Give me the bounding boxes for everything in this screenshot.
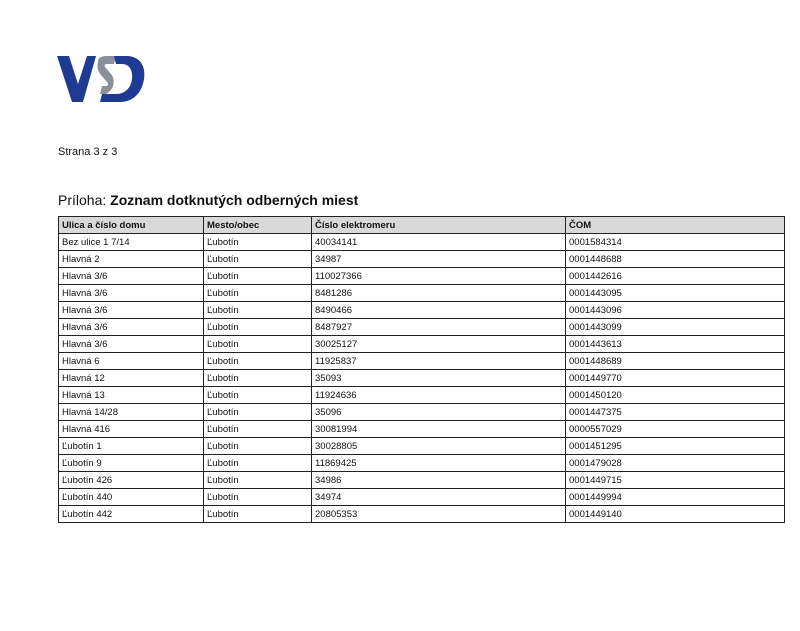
com-cell: 0001449140 <box>566 506 785 523</box>
street-cell: Hlavná 3/6 <box>59 302 204 319</box>
meter-number-cell: 30025127 <box>312 336 566 353</box>
vsd-logo <box>56 54 146 104</box>
title-prefix: Príloha: <box>58 192 111 208</box>
city-cell: Ľubotín <box>204 285 312 302</box>
city-cell: Ľubotín <box>204 438 312 455</box>
table-row <box>59 268 785 285</box>
com-cell: 0001442616 <box>566 268 785 285</box>
com-cell: 0001443095 <box>566 285 785 302</box>
com-cell: 0001443613 <box>566 336 785 353</box>
meter-number-cell: 8487927 <box>312 319 566 336</box>
meter-number-cell: 8481286 <box>312 285 566 302</box>
table-row <box>59 421 785 438</box>
com-cell: 0001448689 <box>566 353 785 370</box>
city-cell: Ľubotín <box>204 319 312 336</box>
com-cell: 0001443096 <box>566 302 785 319</box>
table-row <box>59 251 785 268</box>
city-cell: Ľubotín <box>204 234 312 251</box>
page-number: Strana 3 z 3 <box>58 146 118 158</box>
city-cell: Ľubotín <box>204 506 312 523</box>
table-header-row <box>59 217 785 234</box>
table-row <box>59 353 785 370</box>
table-row <box>59 438 785 455</box>
table-row <box>59 285 785 302</box>
city-cell: Ľubotín <box>204 336 312 353</box>
city-cell: Ľubotín <box>204 353 312 370</box>
column-header-meter-number: Číslo elektromeru <box>312 217 566 234</box>
street-cell: Hlavná 12 <box>59 370 204 387</box>
document-title <box>58 192 358 208</box>
table-row <box>59 370 785 387</box>
com-cell: 0001449770 <box>566 370 785 387</box>
meter-number-cell: 40034141 <box>312 234 566 251</box>
column-header-com: ČOM <box>566 217 785 234</box>
city-cell: Ľubotín <box>204 404 312 421</box>
meter-number-cell: 20805353 <box>312 506 566 523</box>
street-cell: Hlavná 2 <box>59 251 204 268</box>
table-row <box>59 472 785 489</box>
com-cell: 0001449994 <box>566 489 785 506</box>
com-cell: 0001584314 <box>566 234 785 251</box>
city-cell: Ľubotín <box>204 302 312 319</box>
meter-number-cell: 11924636 <box>312 387 566 404</box>
street-cell: Hlavná 3/6 <box>59 336 204 353</box>
street-cell: Hlavná 416 <box>59 421 204 438</box>
column-header-street: Ulica a číslo domu <box>59 217 204 234</box>
table-row <box>59 387 785 404</box>
meter-number-cell: 30028805 <box>312 438 566 455</box>
street-cell: Hlavná 3/6 <box>59 285 204 302</box>
table-row <box>59 506 785 523</box>
city-cell: Ľubotín <box>204 472 312 489</box>
street-cell: Hlavná 14/28 <box>59 404 204 421</box>
meter-number-cell: 11869425 <box>312 455 566 472</box>
com-cell: 0000557029 <box>566 421 785 438</box>
table-row <box>59 455 785 472</box>
street-cell: Hlavná 3/6 <box>59 268 204 285</box>
metering-points-table <box>58 216 785 523</box>
street-cell: Hlavná 3/6 <box>59 319 204 336</box>
meter-number-cell: 35093 <box>312 370 566 387</box>
table-row <box>59 336 785 353</box>
com-cell: 0001450120 <box>566 387 785 404</box>
meter-number-cell: 34987 <box>312 251 566 268</box>
table-row <box>59 319 785 336</box>
street-cell: Bez ulice 1 7/14 <box>59 234 204 251</box>
com-cell: 0001443099 <box>566 319 785 336</box>
meter-number-cell: 34974 <box>312 489 566 506</box>
meter-number-cell: 110027366 <box>312 268 566 285</box>
meter-number-cell: 34986 <box>312 472 566 489</box>
street-cell: Ľubotín 426 <box>59 472 204 489</box>
table-row <box>59 489 785 506</box>
com-cell: 0001451295 <box>566 438 785 455</box>
city-cell: Ľubotín <box>204 489 312 506</box>
meter-number-cell: 30081994 <box>312 421 566 438</box>
meter-number-cell: 35096 <box>312 404 566 421</box>
column-header-city: Mesto/obec <box>204 217 312 234</box>
table-row <box>59 302 785 319</box>
title-bold: Zoznam dotknutých odberných miest <box>110 192 359 208</box>
street-cell: Ľubotín 1 <box>59 438 204 455</box>
city-cell: Ľubotín <box>204 251 312 268</box>
meter-number-cell: 8490466 <box>312 302 566 319</box>
meter-number-cell: 11925837 <box>312 353 566 370</box>
city-cell: Ľubotín <box>204 421 312 438</box>
com-cell: 0001447375 <box>566 404 785 421</box>
com-cell: 0001479028 <box>566 455 785 472</box>
street-cell: Ľubotín 9 <box>59 455 204 472</box>
street-cell: Ľubotín 442 <box>59 506 204 523</box>
city-cell: Ľubotín <box>204 370 312 387</box>
city-cell: Ľubotín <box>204 387 312 404</box>
table-row <box>59 234 785 251</box>
street-cell: Ľubotín 440 <box>59 489 204 506</box>
com-cell: 0001448688 <box>566 251 785 268</box>
street-cell: Hlavná 6 <box>59 353 204 370</box>
city-cell: Ľubotín <box>204 455 312 472</box>
street-cell: Hlavná 13 <box>59 387 204 404</box>
com-cell: 0001449715 <box>566 472 785 489</box>
city-cell: Ľubotín <box>204 268 312 285</box>
table-row <box>59 404 785 421</box>
